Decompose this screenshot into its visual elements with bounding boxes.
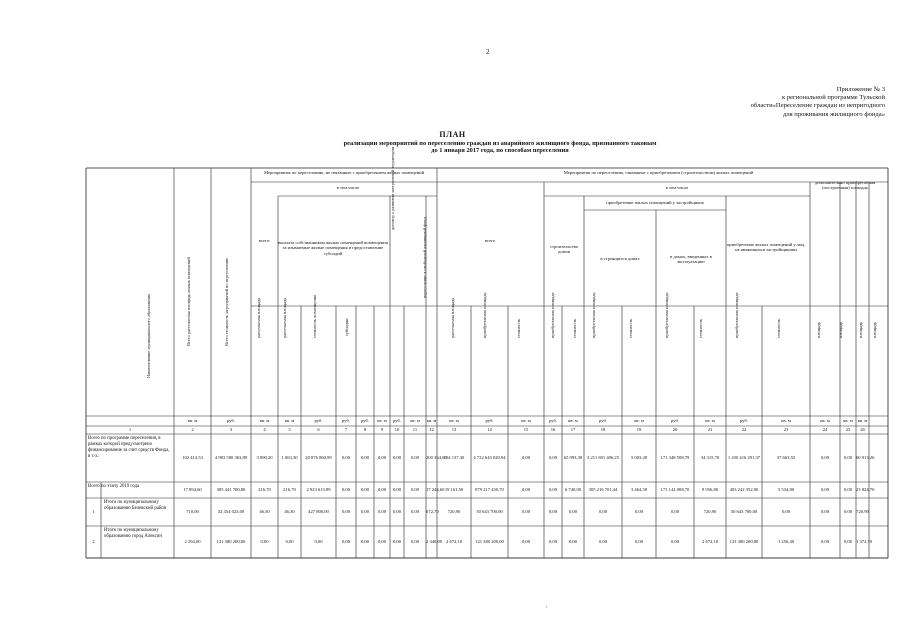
header-sub: субсидии	[344, 318, 349, 336]
column-number: 23	[783, 427, 789, 432]
header-v-tom-chisle-b: в том числе	[665, 185, 689, 190]
table-cell: 216,70	[258, 487, 271, 492]
header-sub: стоимость возмещения	[312, 294, 317, 338]
table-cell: 0,00	[548, 509, 558, 514]
unit-cell: кв. м	[705, 418, 715, 423]
table-cell: 3 464,58	[630, 487, 648, 492]
table-cell: 3 211 691 406,25	[587, 455, 619, 460]
table-cell: 171 348 508,79	[660, 455, 690, 460]
table-cell: 672,70	[426, 509, 439, 514]
table-cell: 0,00	[392, 539, 402, 544]
header-vsego-b: всего	[484, 238, 496, 243]
header-v-domah: в домах, введенных в эксплуатацию	[670, 254, 712, 265]
unit-cell: кв. м	[857, 418, 868, 423]
column-number: 26	[860, 427, 865, 432]
unit-cell: руб.	[671, 418, 679, 423]
table-cell: 0,00	[410, 509, 420, 514]
table-cell: 0,00	[670, 539, 680, 544]
table-cell: 171 144 008,70	[660, 487, 690, 492]
table-cell: 385 441 700,80	[216, 487, 246, 492]
unit-cell: руб.	[361, 418, 369, 423]
table-cell: 710,00	[186, 509, 199, 514]
header-dogovor: договор о развитии застроенной территории	[390, 146, 395, 230]
unit-cell: кв. м	[781, 418, 791, 423]
table-cell: 0,00	[820, 509, 830, 514]
table-cell: 0,00	[548, 539, 558, 544]
table-cell: 0,00	[260, 539, 269, 544]
header-name-col: Наименование муниципального образования	[146, 293, 151, 378]
unit-cell: кв. м	[259, 418, 270, 423]
unit-cell: кв. м	[187, 418, 198, 423]
table-cell: 0,00	[843, 487, 853, 492]
table-cell: 0,00	[341, 539, 351, 544]
table-cell: 0,00	[820, 487, 830, 492]
table-cell: 0,00	[521, 509, 531, 514]
column-number: 21	[707, 427, 713, 432]
unit-cell: руб.	[485, 418, 494, 423]
page-number: 2	[486, 48, 490, 56]
header-priobretenie-lic: приобретение жилых помещений у лиц, не являющихся застройщиками	[726, 242, 806, 253]
header-sub: стоимость	[516, 318, 521, 338]
column-number: 4	[263, 427, 266, 432]
appendix-line: к региональной программе Тульской	[781, 94, 885, 102]
unit-cell: кв. м	[410, 418, 420, 423]
header-dopolnitelno: дополнительно приобретаемая (построенная) площадь	[814, 180, 876, 191]
row-number: 1	[92, 509, 95, 514]
scan-mark: '	[546, 606, 548, 612]
table-cell: 17 244,60	[426, 487, 445, 492]
table-cell: 427 800,00	[308, 509, 329, 514]
column-number: 17	[570, 427, 576, 432]
table-cell: 0,00	[548, 487, 558, 492]
table-cell: 305 216 701,44	[588, 487, 618, 492]
table-cell: 19 161,50	[444, 487, 464, 492]
table-cell: 0,00	[377, 455, 387, 460]
column-number: 5	[288, 427, 291, 432]
column-number: 10	[394, 427, 400, 432]
table-cell: 5 534,80	[777, 487, 795, 492]
table-cell: 0,00	[341, 509, 351, 514]
row-label: Всего по программе переселения, в рамках которой предусмотрено финансирование за счет средств Фонда, в т.ч.:	[88, 436, 170, 459]
subtitle-line: реализации мероприятий по переселению граждан из аварийного жилищного фонда, признанного таковым	[343, 140, 657, 147]
column-number: 6	[317, 427, 320, 432]
table-cell: 0,00	[314, 539, 323, 544]
header-sub: приобретаемая площадь	[664, 292, 669, 338]
column-number: 2	[191, 427, 194, 432]
unit-cell: кв. м	[426, 418, 437, 423]
table-cell: 9 956,80	[701, 487, 719, 492]
table-cell: 6 740,00	[564, 487, 582, 492]
appendix-line: для проживания жилищного фонда»	[782, 110, 885, 118]
table-cell: 0,00	[548, 455, 558, 460]
row-label: Итого по муниципальному образованию Белевский район	[104, 500, 167, 511]
table-cell: 0,00	[568, 539, 578, 544]
table-cell: 1 256,40	[777, 539, 795, 544]
table-cell: 0,00	[521, 487, 531, 492]
table-cell: 0,00	[392, 487, 402, 492]
table-cell: 30 643 700,00	[476, 509, 503, 514]
header-stroitelstvo: строительство домов	[549, 244, 579, 255]
header-sub: приобретаемая площадь	[482, 292, 487, 338]
header-sub: расселяемая площадь	[282, 297, 287, 338]
table-cell: 0,00	[285, 539, 294, 544]
table-cell: 0,00	[377, 539, 387, 544]
header-v-stroyaschihsya: в строящихся домах	[600, 256, 640, 261]
table-cell: 2 472,10	[701, 539, 719, 544]
column-number: 13	[451, 427, 457, 432]
table-cell: 32 454 023,00	[217, 509, 245, 514]
header-group-a: Мероприятия по переселению, не связанные с приобретением жилых помещений	[263, 170, 425, 175]
row-number: 2	[92, 539, 95, 544]
header-sub: площадь	[838, 321, 843, 338]
table-cell: 0,00	[568, 509, 578, 514]
table-cell: 216,70	[283, 487, 296, 492]
header-sub: площадь	[872, 321, 877, 338]
table-cell: 46,30	[259, 509, 270, 514]
table-cell: 0,00	[843, 455, 853, 460]
table-cell: 720,90	[447, 509, 461, 514]
table-cell: 2 294,00	[184, 539, 201, 544]
header-sub: стоимость	[572, 318, 577, 338]
header-col2: Всего расселяемая площадь жилых помещений	[186, 257, 191, 346]
table-cell: 4 722 643 020,94	[473, 455, 506, 460]
table-cell: 37 663,55	[776, 455, 796, 460]
column-number: 3	[229, 427, 233, 432]
table-cell: 102 414,53	[182, 455, 203, 460]
header-v-tom-chisle-a: в том числе	[336, 185, 360, 190]
header-pereselenie-svob: переселение в свободный жилищный фонд	[422, 217, 427, 298]
table-cell: 1 430 416 291,37	[727, 455, 761, 460]
column-number: 1	[128, 427, 132, 432]
unit-cell: кв. м	[284, 418, 295, 423]
header-vykup: выплата собственникам жилых помещений возмещения за изымаемые жилые помещения и предоставление субсидий	[278, 240, 388, 256]
document-subtitle	[300, 140, 700, 155]
table-cell: 0,00	[360, 509, 370, 514]
table-cell: 0,00	[521, 455, 531, 460]
unit-cell: кв. м	[634, 418, 644, 423]
unit-cell: кв. м	[377, 418, 387, 423]
table-cell: 0,00	[820, 539, 830, 544]
appendix-line: Приложение № 3	[836, 86, 885, 93]
column-number: 7	[344, 427, 348, 432]
table-cell: 121 380 200,00	[216, 539, 246, 544]
table-cell: 0,00	[820, 455, 830, 460]
table-cell: 65 993,30	[563, 455, 583, 460]
table-cell: 0,00	[410, 539, 420, 544]
header-sub: стоимость	[628, 318, 633, 338]
table-cell: 0,00	[341, 455, 351, 460]
header-sub: расселяемая площадь	[256, 297, 261, 338]
table-cell: 0,00	[377, 509, 387, 514]
table-cell: 1 063,30	[281, 455, 298, 460]
column-number: 24	[822, 427, 828, 432]
subtitle-line: до 1 января 2017 года, по способам переселения	[431, 147, 569, 155]
table-cell: 2 340,00	[426, 539, 443, 544]
header-sub: площадь	[816, 321, 821, 338]
table-cell: 720,90	[703, 509, 717, 514]
table-cell: 0,00	[634, 539, 644, 544]
column-number: 9	[380, 427, 384, 432]
column-number: 14	[487, 427, 492, 432]
unit-cell: руб.	[740, 418, 748, 423]
column-number: 19	[636, 427, 642, 432]
unit-cell: руб.	[314, 418, 323, 423]
table-cell: 0,00	[341, 487, 351, 492]
header-priobretenie-zastr: приобретение жилых помещений у застройщиков	[606, 200, 704, 205]
unit-cell: кв. м	[820, 418, 830, 423]
document-title: ПЛАН	[439, 130, 466, 139]
table-cell: 121 380 200,00	[729, 539, 759, 544]
table-cell: 20 876 860,99	[305, 455, 332, 460]
table-cell: 0,00	[634, 509, 644, 514]
table-cell: 879 217 430,70	[475, 487, 504, 492]
table-cell: 0,00	[410, 455, 420, 460]
appendix-block	[665, 86, 885, 119]
column-number: 22	[741, 427, 747, 432]
header-sub: стоимость	[698, 318, 703, 338]
header-sub: площадь	[858, 321, 863, 338]
header-sub: приобретаемая площадь	[550, 292, 555, 338]
table-cell: 0,00	[598, 509, 608, 514]
column-number: 16	[550, 427, 556, 432]
unit-cell: кв. м	[521, 418, 531, 423]
row-label: Итого по муниципальному образованию город Алексин	[104, 528, 162, 539]
table-cell: 34 315,70	[700, 455, 720, 460]
table-cell: 121 380 200,00	[475, 539, 504, 544]
table-cell: 0,00	[843, 509, 853, 514]
header-sub: расселяемая площадь	[450, 297, 455, 338]
table-cell: 60 913,26	[856, 455, 875, 460]
table-cell: 17 894,60	[183, 487, 202, 492]
table-cell: 720,90	[856, 509, 869, 514]
table-cell: 0,00	[598, 539, 608, 544]
header-sub: стоимость	[776, 318, 781, 338]
unit-cell: руб.	[549, 418, 557, 423]
table-cell: 46,30	[284, 509, 295, 514]
table-cell: 0,00	[360, 539, 370, 544]
table-cell: 104 137,30	[443, 455, 465, 460]
table-cell: 4 983 580 363,89	[214, 455, 248, 460]
table-grid	[86, 168, 888, 580]
table-cell: 1 372,70	[856, 539, 873, 544]
header-sub: приобретаемая площадь	[591, 292, 596, 338]
table-cell: 0,00	[410, 487, 420, 492]
unit-cell: руб.	[342, 418, 350, 423]
table-cell: 5 003,28	[630, 455, 648, 460]
table-cell: 2 923 613,89	[306, 487, 331, 492]
column-number: 12	[429, 427, 434, 432]
table-cell: 0,00	[392, 455, 402, 460]
table-cell: 0,00	[521, 539, 531, 544]
table-cell: 23 824,70	[856, 487, 875, 492]
unit-cell: руб.	[227, 418, 235, 423]
header-sub: приобретаемая площадь	[734, 292, 739, 338]
table-cell: 2 472,10	[445, 539, 463, 544]
unit-cell: руб.	[393, 418, 401, 423]
column-number: 25	[845, 427, 851, 432]
table-cell: 0,00	[843, 539, 853, 544]
column-number: 18	[600, 427, 606, 432]
table-cell: 200 364,65	[426, 455, 447, 460]
table-cell: 0,00	[670, 509, 680, 514]
column-number: 15	[523, 427, 529, 432]
unit-cell: кв. м	[449, 418, 459, 423]
column-number: 8	[363, 427, 367, 432]
column-number: 11	[412, 427, 418, 432]
table-cell: 30 643 700,00	[730, 509, 758, 514]
table-cell: 3 090,20	[256, 455, 273, 460]
table-cell: 0,00	[360, 487, 370, 492]
unit-cell: руб.	[599, 418, 607, 423]
column-number: 20	[672, 427, 678, 432]
appendix-line: области«Переселение граждан из непригодного	[750, 102, 885, 110]
table-cell: 0,00	[392, 509, 402, 514]
table-cell: 0,00	[781, 509, 791, 514]
header-col3: Всего стоимость мероприятий по переселению	[224, 257, 229, 346]
unit-cell: кв. м	[568, 418, 578, 423]
table-cell: 0,00	[360, 455, 370, 460]
table-cell: 0,00	[377, 487, 387, 492]
header-vsego: всего:	[258, 238, 271, 243]
row-label: Всего по этапу 2019 года	[88, 484, 140, 489]
unit-cell: кв. м	[843, 418, 853, 423]
header-group-b: Мероприятия по переселению, связанные с приобретением (строительством) жилых помещений	[563, 170, 754, 175]
table-cell: 403 242 352,90	[729, 487, 759, 492]
